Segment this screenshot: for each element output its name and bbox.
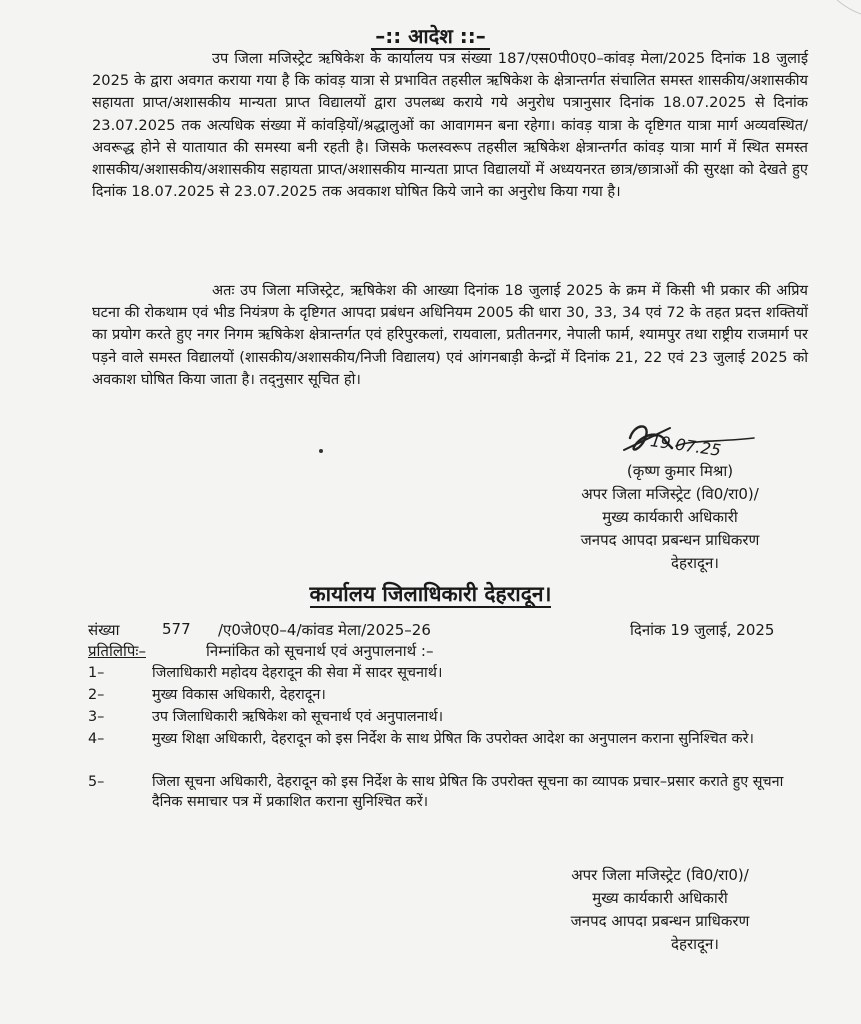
signatory-place: देहरादून। xyxy=(671,554,719,572)
list-item-number: 4– xyxy=(88,731,105,747)
signature-date: 19.07.25 xyxy=(649,431,723,460)
signature-block-1 xyxy=(540,460,800,575)
order-paragraph-2 xyxy=(92,280,808,391)
reference-file: /ए0जे0ए0–4/कांवड मेला/2025–26 xyxy=(218,621,431,639)
order-title-text: –:: आदेश ::– xyxy=(371,24,490,50)
list-item-number: 1– xyxy=(88,665,105,681)
reference-number: 577 xyxy=(162,620,191,638)
signatory-designation-3: जनपद आपदा प्रबन्धन प्राधिकरण xyxy=(580,531,760,549)
page-corner-mark xyxy=(831,0,861,20)
list-item-text: उप जिलाधिकारी ऋषिकेश को सूचनार्थ एवं अनुपालनार्थ। xyxy=(152,709,444,725)
signatory-designation-1: अपर जिला मजिस्ट्रेट (वि0/रा0)/ xyxy=(581,485,759,503)
list-item-number: 2– xyxy=(88,687,105,703)
office-heading xyxy=(0,580,861,608)
copy-intro: निम्नांकित को सूचनार्थ एवं अनुपालनार्थ :– xyxy=(206,642,434,660)
reference-date: दिनांक 19 जुलाई, 2025 xyxy=(630,621,775,639)
list-item-text: जिला सूचना अधिकारी, देहरादून को इस निर्देश के साथ प्रेषित कि उपरोक्त सूचना का व्यापक प्रचार–प्रसार कराते हुए सूचना दैनिक समाचार पत्र में प्रकाशित कराना सुनिश्चित करें। xyxy=(152,774,784,810)
ink-dot xyxy=(319,449,323,453)
list-item-text: जिलाधिकारी महोदय देहरादून की सेवा में सादर सूचनार्थ। xyxy=(152,665,443,681)
paragraph-1-text: उप जिला मजिस्ट्रेट ऋषिकेश के कार्यालय पत्र संख्या 187/एस0पी0ए0–कांवड़ मेला/2025 दिनांक 18 जुलाई 2025 के द्वारा अवगत कराया गया है कि कांवड़ यात्रा से प्रभावित तहसील ऋषिकेश के क्षेत्रान्तर्गत संचालित समस्त शासकीय/अशासकीय सहायता प्राप्त/अशासकीय मान्यता प्राप्त विद्यालयों द्वारा उपलब्ध कराये गये अनुरोध पत्रानुसार दिनांक 18.07.2025 से दिनांक 23.07.2025 तक अत्यधिक संख्या में कांवड़ियों/श्रद्धालुओं का आवागमन बना रहेगा। कांवड़ यात्रा के दृष्टिगत यात्रा मार्ग अव्यवस्थित/अवरूद्ध होने से यातायात की समस्या बनी रहती है। जिसके फलस्वरूप तहसील ऋषिकेश क्षेत्रान्तर्गत कांवड़ यात्रा मार्ग में स्थित समस्त शासकीय/अशासकीय/अशासकीय सहायता प्राप्त/अशासकीय मान्यता प्राप्त विद्यालयों में अध्ययनरत छात्र/छात्राओं की सुरक्षा को देखते हुए दिनांक 18.07.2025 से 23.07.2025 तक अवकाश घोषित किये जाने का अनुरोध किया गया है। xyxy=(92,50,808,201)
order-title xyxy=(0,22,861,49)
list-item-text: मुख्य विकास अधिकारी, देहरादून। xyxy=(152,687,326,703)
reference-label: संख्या xyxy=(88,621,120,639)
paragraph-2-text: अतः उप जिला मजिस्ट्रेट, ऋषिकेश की आख्या दिनांक 18 जुलाई 2025 के क्रम में किसी भी प्रकार की अप्रिय घटना की रोकथाम एवं भीड नियंत्रण के दृष्टिगत आपदा प्रबंधन अधिनियम 2005 की धारा 30, 33, 34 एवं 72 के तहत प्रदत्त शक्तियों का प्रयोग करते हुए नगर निगम ऋषिकेश क्षेत्रान्तर्गत एवं हरिपुरकलां, रायवाला, प्रतीतनगर, नेपाली फार्म, श्यामपुर तथा राष्ट्रीय राजमार्ग पर पड़ने वाले समस्त विद्यालयों (शासकीय/अशासकीय/निजी विद्यालय) एवं आंगनबाड़ी केन्द्रों में दिनांक 21, 22 एवं 23 जुलाई 2025 को अवकाश घोषित किया जाता है। तद्नुसार सूचित हो। xyxy=(92,282,808,388)
signature-block-2 xyxy=(520,864,800,956)
office-heading-text: कार्यालय जिलाधिकारी देहरादून। xyxy=(309,582,552,606)
signatory-place: देहरादून। xyxy=(671,935,719,953)
list-item-text: मुख्य शिक्षा अधिकारी, देहरादून को इस निर्देश के साथ प्रेषित कि उपरोक्त आदेश का अनुपालन कराना सुनिश्चित करे। xyxy=(152,731,754,747)
signatory-name: (कृष्ण कुमार मिश्रा) xyxy=(626,462,734,480)
signatory-designation-1: अपर जिला मजिस्ट्रेट (वि0/रा0)/ xyxy=(571,866,749,884)
signatory-designation-2: मुख्य कार्यकारी अधिकारी xyxy=(592,889,728,907)
signatory-designation-3: जनपद आपदा प्रबन्धन प्राधिकरण xyxy=(570,912,750,930)
list-item-number: 5– xyxy=(88,774,105,790)
order-paragraph-1 xyxy=(92,48,808,203)
copy-label: प्रतिलिपिः– xyxy=(88,642,146,660)
signatory-designation-2: मुख्य कार्यकारी अधिकारी xyxy=(602,508,738,526)
list-item-number: 3– xyxy=(88,709,105,725)
